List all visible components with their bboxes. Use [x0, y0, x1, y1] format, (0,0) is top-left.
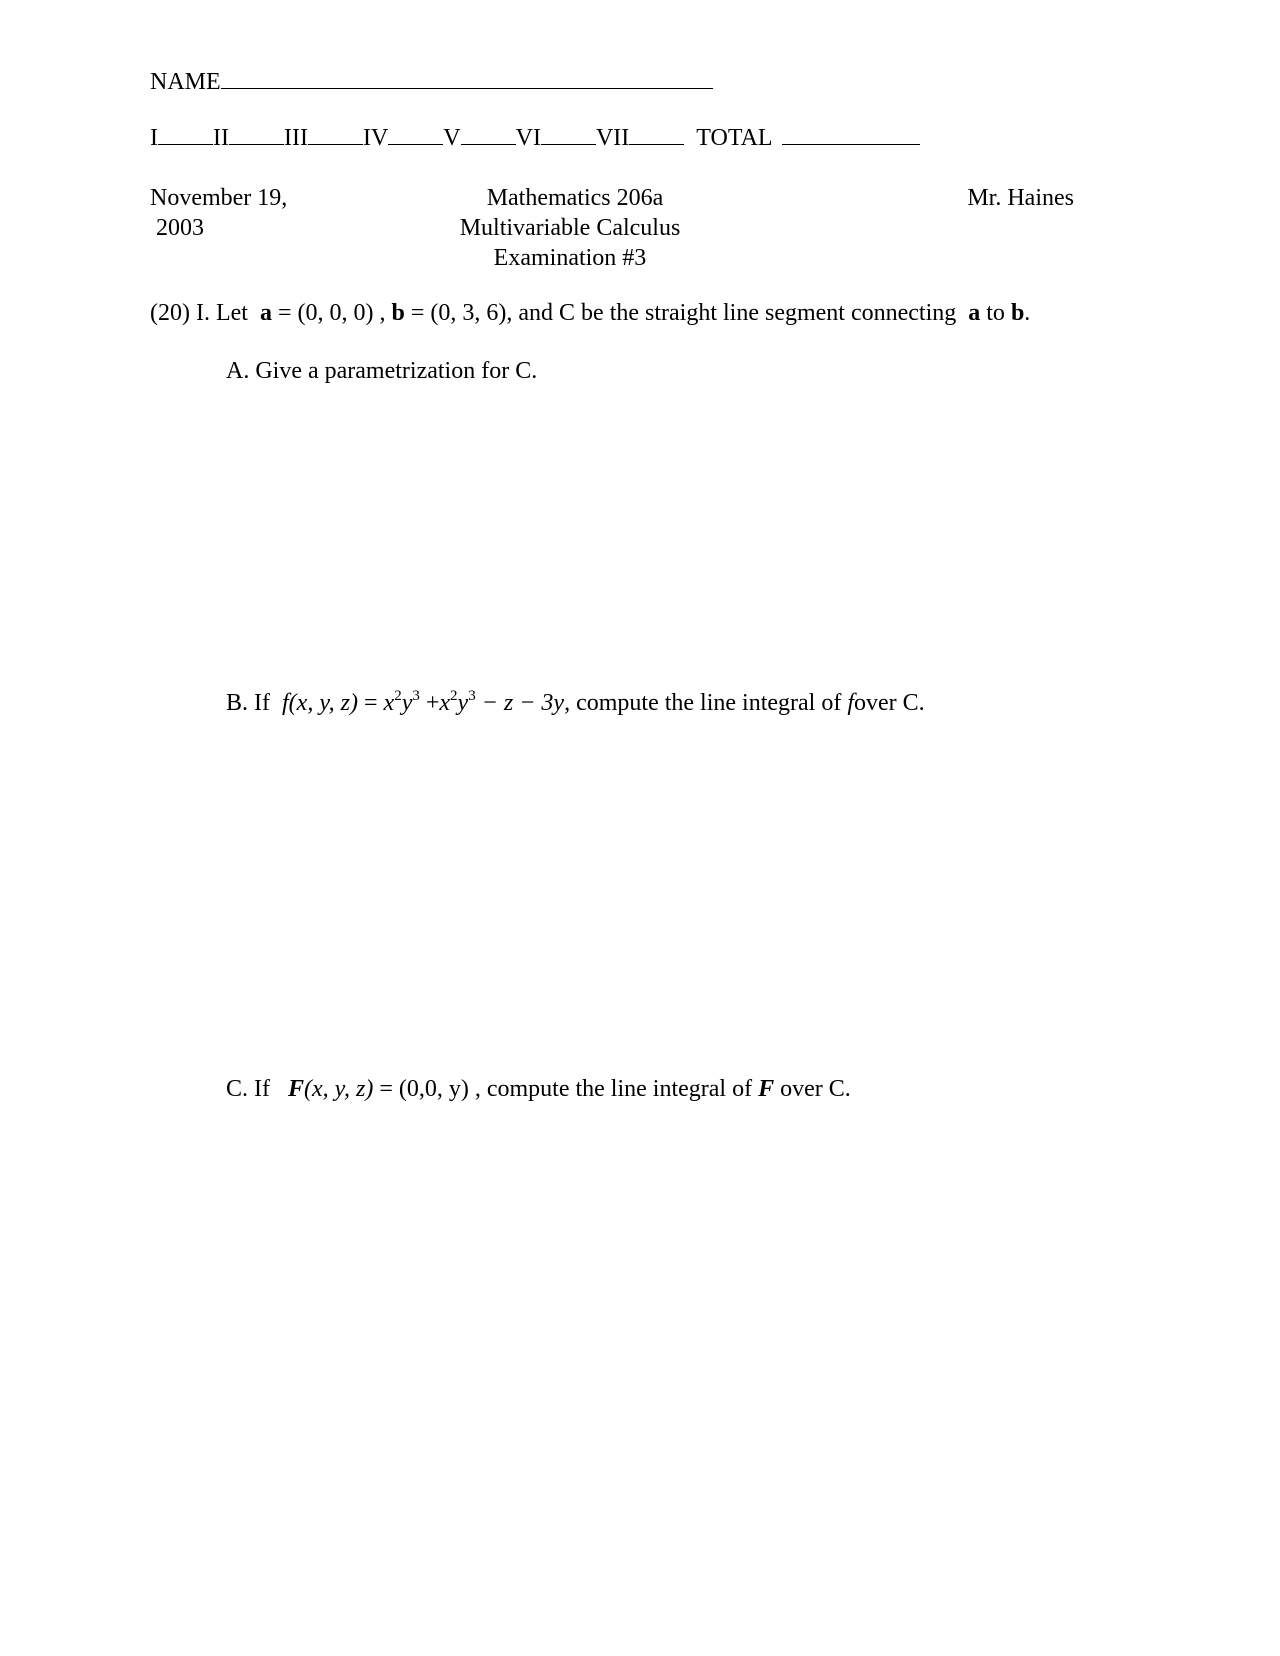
term-y: y [401, 690, 413, 716]
score-label-i: I [150, 125, 158, 151]
function-f-args: (x, y, z) [288, 690, 358, 716]
part-c [226, 1076, 851, 1103]
vector-b: b [391, 300, 405, 326]
score-blank-vii[interactable] [629, 122, 684, 145]
equals-sign: = [363, 690, 378, 716]
course-line-2: Multivariable Calculus [459, 215, 681, 241]
part-b [226, 690, 925, 717]
part-b-prefix: B. If [226, 690, 270, 716]
score-label-v: V [443, 125, 461, 151]
vector-a-ref: a [968, 300, 981, 326]
name-line [150, 66, 713, 96]
function-f-ref: f [847, 690, 855, 716]
score-blank-vi[interactable] [541, 122, 596, 145]
score-blank-ii[interactable] [229, 122, 284, 145]
exp-2: 2 [394, 688, 402, 704]
date-line-1: November 19, [150, 185, 288, 211]
term-x-2: x [439, 690, 451, 716]
instructor-name: Mr. Haines [967, 185, 1074, 211]
name-blank[interactable] [221, 66, 713, 89]
score-label-ii: II [213, 125, 229, 151]
part-c-end: over C. [780, 1076, 851, 1102]
field-F: F [288, 1076, 305, 1102]
total-label: TOTAL [696, 125, 772, 151]
period: . [1024, 300, 1031, 326]
to-word: to [986, 300, 1005, 326]
vector-b-ref: b [1010, 300, 1025, 326]
part-b-suffix: , compute the line integral of [564, 690, 842, 716]
score-label-iv: IV [362, 125, 389, 151]
score-label-vii: VII [595, 125, 630, 151]
exp-3b: 3 [468, 688, 476, 704]
name-label: NAME [150, 69, 221, 95]
term-y-2: y [457, 690, 469, 716]
problem-1-prefix: (20) I. Let [150, 300, 248, 326]
course-line-3: Examination #3 [493, 245, 647, 271]
field-F-args: (x, y, z) [304, 1076, 374, 1102]
problem-1-statement [150, 300, 1030, 327]
score-blank-iii[interactable] [308, 122, 363, 145]
vector-b-value: = (0, 3, 6), and C be the straight line segment connecting [410, 300, 957, 326]
function-f: f [282, 690, 289, 716]
vector-a: a [259, 300, 272, 326]
vector-a-value: = (0, 0, 0) , [277, 300, 386, 326]
score-label-vi: VI [515, 125, 541, 151]
part-b-end: over C. [854, 690, 925, 716]
term-x: x [383, 690, 395, 716]
part-c-prefix: C. If [226, 1076, 270, 1102]
score-row [150, 122, 920, 152]
score-blank-iv[interactable] [388, 122, 443, 145]
part-a: A. Give a parametrization for C. [226, 358, 538, 384]
part-c-eq: = (0,0, y) , compute the line integral of [379, 1076, 753, 1102]
score-label-iii: III [283, 125, 308, 151]
score-blank-v[interactable] [461, 122, 516, 145]
minus-terms: − z − 3y [481, 690, 565, 716]
course-line-1: Mathematics 206a [486, 185, 664, 211]
score-blank-i[interactable] [158, 122, 213, 145]
exp-2b: 2 [450, 688, 458, 704]
plus-sign: + [425, 690, 440, 716]
field-F-ref: F [758, 1076, 775, 1102]
exp-3: 3 [412, 688, 420, 704]
total-blank[interactable] [782, 122, 920, 145]
date-line-2: 2003 [156, 215, 204, 241]
